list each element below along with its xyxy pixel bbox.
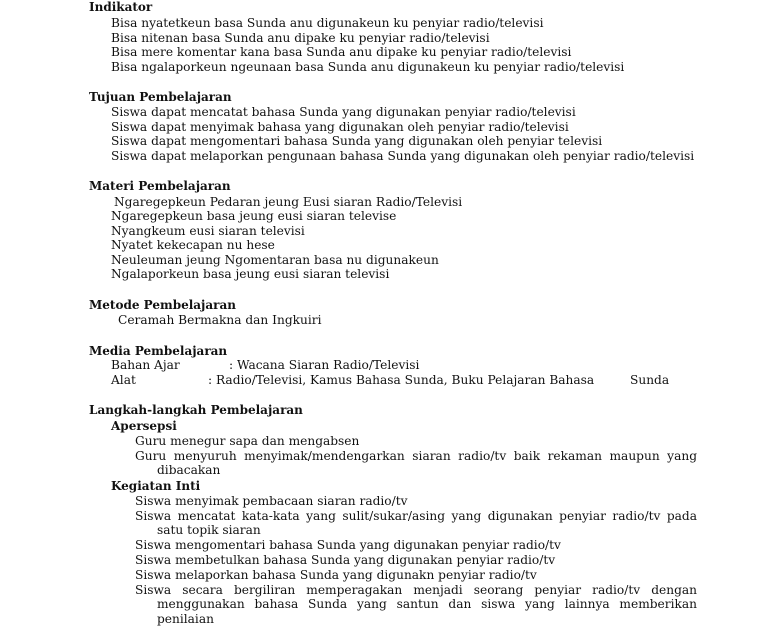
media-bahan-label: Bahan Ajar — [111, 358, 180, 372]
inti-item: Siswa secara bergiliran memperagakan menjadi seorang penyiar radio/tv dengan — [135, 583, 697, 597]
section-heading-media: Media Pembelajaran — [89, 344, 228, 358]
media-bahan-value: : Wacana Siaran Radio/Televisi — [229, 358, 420, 372]
tujuan-item: Siswa dapat mencatat bahasa Sunda yang digunakan penyiar radio/televisi — [111, 105, 576, 119]
tujuan-item: Siswa dapat melaporkan pengunaan bahasa Sunda yang digunakan oleh penyiar radio/televisi — [111, 149, 695, 163]
inti-item-continuation: menggunakan bahasa Sunda yang santun dan siswa yang lainnya memberikan — [157, 597, 697, 611]
section-heading-indikator: Indikator — [89, 0, 153, 14]
inti-item: Siswa menyimak pembacaan siaran radio/tv — [135, 494, 408, 508]
subheading-kegiatan-inti: Kegiatan Inti — [111, 479, 201, 493]
inti-item: Siswa mengomentari bahasa Sunda yang digunakan penyiar radio/tv — [135, 538, 561, 552]
indikator-item: Bisa nyatetkeun basa Sunda anu digunakeun ku penyiar radio/televisi — [111, 16, 544, 30]
section-heading-metode: Metode Pembelajaran — [89, 298, 236, 312]
section-heading-langkah: Langkah-langkah Pembelajaran — [89, 403, 303, 417]
indikator-item: Bisa mere komentar kana basa Sunda anu dipake ku penyiar radio/televisi — [111, 45, 572, 59]
apersepsi-item: Guru menyuruh menyimak/mendengarkan siaran radio/tv baik rekaman maupun yang — [135, 449, 697, 463]
inti-item: Siswa membetulkan bahasa Sunda yang digunakan penyiar radio/tv — [135, 553, 556, 567]
media-alat-label: Alat — [111, 373, 136, 387]
section-heading-tujuan: Tujuan Pembelajaran — [89, 90, 232, 104]
inti-item-continuation: satu topik siaran — [157, 523, 261, 537]
media-alat-value-end: Sunda — [630, 373, 670, 387]
indikator-item: Bisa ngalaporkeun ngeunaan basa Sunda anu digunakeun ku penyiar radio/televisi — [111, 60, 625, 74]
materi-item: Ngaregepkeun Pedaran jeung Eusi siaran Radio/Televisi — [114, 195, 463, 209]
section-heading-materi: Materi Pembelajaran — [89, 179, 231, 193]
subheading-apersepsi: Apersepsi — [111, 419, 177, 433]
materi-item: Nyatet kekecapan nu hese — [111, 238, 275, 252]
media-alat-value: : Radio/Televisi, Kamus Bahasa Sunda, Buku Pelajaran Bahasa — [208, 373, 595, 387]
apersepsi-item-continuation: dibacakan — [157, 463, 221, 477]
materi-item: Neuleuman jeung Ngomentaran basa nu digunakeun — [111, 253, 439, 267]
metode-text: Ceramah Bermakna dan Ingkuiri — [118, 313, 322, 327]
tujuan-item: Siswa dapat mengomentari bahasa Sunda yang digunakan oleh penyiar televisi — [111, 134, 603, 148]
inti-item: Siswa melaporkan bahasa Sunda yang digunakn penyiar radio/tv — [135, 568, 537, 582]
indikator-item: Bisa nitenan basa Sunda anu dipake ku penyiar radio/televisi — [111, 31, 490, 45]
materi-item: Ngaregepkeun basa jeung eusi siaran televise — [111, 209, 397, 223]
materi-item: Nyangkeum eusi siaran televisi — [111, 224, 305, 238]
inti-item-continuation: penilaian — [157, 612, 214, 626]
apersepsi-item: Guru menegur sapa dan mengabsen — [135, 434, 360, 448]
materi-item: Ngalaporkeun basa jeung eusi siaran televisi — [111, 267, 390, 281]
tujuan-item: Siswa dapat menyimak bahasa yang digunakan oleh penyiar radio/televisi — [111, 120, 569, 134]
inti-item: Siswa mencatat kata-kata yang sulit/sukar/asing yang digunakan penyiar radio/tv pada — [135, 509, 697, 523]
